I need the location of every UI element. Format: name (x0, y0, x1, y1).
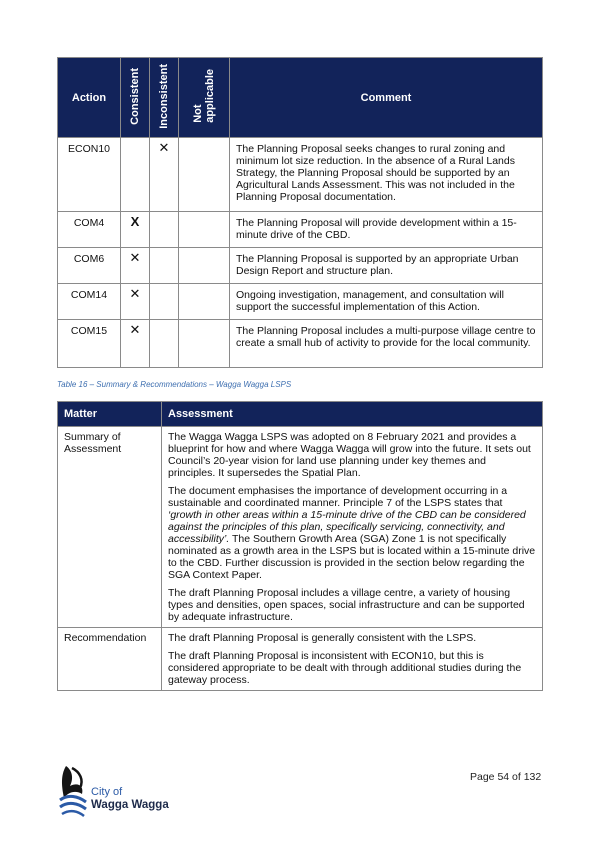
table-row (58, 320, 543, 368)
inconsistent-cell (150, 248, 179, 284)
logo-wagga-text: Wagga Wagga (91, 799, 169, 811)
header-assessment: Assessment (162, 402, 543, 427)
city-of-wagga-wagga-logo (58, 760, 188, 820)
comment-cell: The Planning Proposal will provide development within a 15-minute drive of the CBD. (230, 212, 543, 248)
consistency-table-header (58, 58, 543, 138)
consistent-cell: ✕ (121, 284, 150, 320)
header-action: Action (58, 58, 121, 138)
header-inconsistent: Inconsistent (150, 58, 179, 138)
table-row (58, 138, 543, 212)
na-cell (179, 212, 230, 248)
na-cell (179, 284, 230, 320)
action-cell: COM14 (58, 284, 121, 320)
action-cell: COM6 (58, 248, 121, 284)
action-cell: COM4 (58, 212, 121, 248)
matter-cell: Summary of Assessment (58, 427, 162, 628)
consistent-cell: ✕ (121, 320, 150, 368)
comment-cell: The Planning Proposal is supported by an appropriate Urban Design Report and structure plan. (230, 248, 543, 284)
inconsistent-cell (150, 284, 179, 320)
page-number: Page 54 of 132 (470, 771, 542, 783)
header-not-applicable: Not applicable (179, 58, 230, 138)
inconsistent-cell (150, 212, 179, 248)
table-row (58, 248, 543, 284)
header-consistent: Consistent (121, 58, 150, 138)
lsps-quote: ‘growth in other areas within a 15-minute drive of the CBD can be considered against the principles of this plan, specifically servicing, connectivity, and accessibility’. (168, 509, 526, 545)
table-row (58, 284, 543, 320)
header-matter: Matter (58, 402, 162, 427)
na-cell (179, 320, 230, 368)
comment-cell: The Planning Proposal seeks changes to rural zoning and minimum lot size reduction. In the absence of a Rural Lands Strategy, the Planning Proposal should be supported by an Agricultural Lands Assessment. This was not included in the Planning Proposal documentation. (230, 138, 543, 212)
consistent-cell (121, 138, 150, 212)
comment-cell: Ongoing investigation, management, and consultation will support the successful implementation of this Action. (230, 284, 543, 320)
assessment-cell (162, 628, 543, 691)
table-row (58, 628, 543, 691)
consistent-cell: ✕ (121, 248, 150, 284)
summary-table-header (58, 402, 543, 427)
paragraph: The document emphasises the importance of development occurring in a sustainable and coordinated manner. Principle 7 of the LSPS states that ‘growth in other areas within a 15-minute drive of the CBD can be considered against the principles of this plan, specifically servicing, connectivity, and accessibility’. The Southern Growth Area (SGA) Zone 1 is not specifically nominated as a growth area in the LSPS but is located within a 15-minute drive to the CBD. Further discussion is provided in the section below regarding the SGA Context Paper. (168, 485, 536, 581)
inconsistent-cell: ✕ (150, 138, 179, 212)
paragraph: The draft Planning Proposal is generally consistent with the LSPS. (168, 632, 477, 644)
table-row (58, 427, 543, 628)
paragraph: The draft Planning Proposal includes a village centre, a variety of housing types and densities, open spaces, social infrastructure and can be supported by adequate infrastructure. (168, 587, 525, 623)
summary-table (57, 401, 543, 691)
consistency-table (57, 57, 543, 368)
paragraph: The Wagga Wagga LSPS was adopted on 8 February 2021 and provides a blueprint for how and where Wagga Wagga will grow into the future. It sets out Council’s 20-year vision for land use planning under key themes and principles. It supersedes the Spatial Plan. (168, 431, 531, 479)
matter-cell: Recommendation (58, 628, 162, 691)
table-row (58, 212, 543, 248)
action-cell: ECON10 (58, 138, 121, 212)
paragraph: The draft Planning Proposal is inconsistent with ECON10, but this is considered appropriate to be dealt with through additional studies during the gateway process. (168, 650, 522, 686)
inconsistent-cell (150, 320, 179, 368)
consistent-cell: X (121, 212, 150, 248)
logo-city-text: City of (91, 786, 123, 798)
header-comment: Comment (230, 58, 543, 138)
na-cell (179, 138, 230, 212)
assessment-cell (162, 427, 543, 628)
comment-cell: The Planning Proposal includes a multi-purpose village centre to create a small hub of activity to provide for the local community. (230, 320, 543, 368)
na-cell (179, 248, 230, 284)
action-cell: COM15 (58, 320, 121, 368)
table-caption: Table 16 – Summary & Recommendations – Wagga Wagga LSPS (57, 380, 292, 389)
